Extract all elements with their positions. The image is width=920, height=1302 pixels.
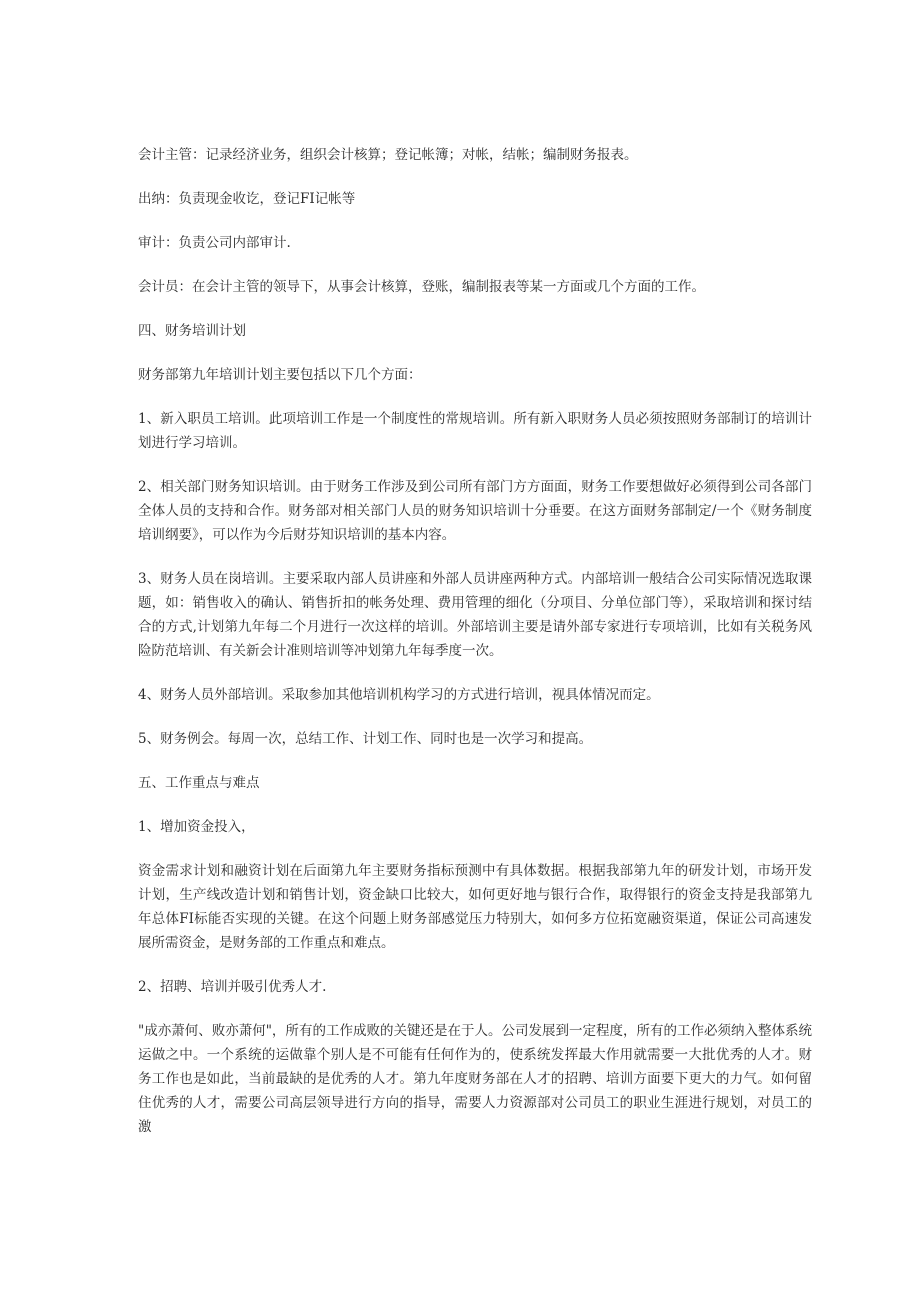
paragraph-accountant: 会计员：在会计主管的领导下，从事会计核算，登账，编制报表等某一方面或几个方面的工作。 bbox=[138, 279, 705, 295]
document-body bbox=[138, 143, 812, 1159]
paragraph-cashier: 出纳：负责现金收讫，登记FI记帐等 bbox=[138, 191, 356, 207]
section-heading-training-plan: 四、财务培训计划 bbox=[138, 323, 246, 339]
paragraph-key-point-1-title: 1、增加资金投入， bbox=[138, 819, 255, 835]
paragraph-training-item-1: 1、新入职员工培训。此项培训工作是一个制度性的常规培训。所有新入职财务人员必须按照财务部制订的培训计划进行学习培训。 bbox=[138, 411, 812, 451]
paragraph-training-intro: 财务部第九年培训计划主要包括以下几个方面： bbox=[138, 367, 422, 383]
paragraph-key-point-2-body: "成亦萧何、败亦萧何"，所有的工作成败的关键还是在于人。公司发展到一定程度，所有的工作必须纳入整体系统运做之中。一个系统的运做靠个别人是不可能有任何作为的，使系统发挥最大作用就需要一大批优秀的人才。财务工作也是如此，当前最缺的是优秀的人才。第九年度财务部在人才的招聘、培训方面要下更大的力气。如何留住优秀的人才，需要公司高层领导进行方向的指导，需要人力资源部对公司员工的职业生涯进行规划，对员工的激 bbox=[138, 1023, 812, 1135]
paragraph-key-point-1-body: 资金需求计划和融资计划在后面第九年主要财务指标预测中有具体数据。根据我部第九年的研发计划，市场开发计划，生产线改造计划和销售计划，资金缺口比较大，如何更好地与银行合作，取得银行的资金支持是我部第九年总体FI标能否实现的关键。在这个问题上财务部感觉压力特别大，如何多方位拓宽融资渠道，保证公司高速发展所需资金，是财务部的工作重点和难点。 bbox=[138, 863, 812, 951]
paragraph-key-point-2-title: 2、招聘、培训并吸引优秀人才. bbox=[138, 979, 327, 995]
paragraph-training-item-5: 5、财务例会。每周一次，总结工作、计划工作、同时也是一次学习和提高。 bbox=[138, 731, 593, 747]
paragraph-training-item-3: 3、财务人员在岗培训。主要采取内部人员讲座和外部人员讲座两种方式。内部培训一般结合公司实际情况选取课题，如：销售收入的确认、销售折扣的帐务处理、费用管理的细化（分项目、分单位部门等），采取培训和探讨结合的方式,计划第九年每二个月进行一次这样的培训。外部培训主要是请外部专家进行专项培训，比如有关税务风险防范培训、有关新会计准则培训等冲划第九年每季度一次。 bbox=[138, 571, 812, 659]
section-heading-key-points: 五、工作重点与难点 bbox=[138, 775, 260, 791]
paragraph-training-item-4: 4、财务人员外部培训。采取参加其他培训机构学习的方式进行培训，视具体情况而定。 bbox=[138, 687, 660, 703]
paragraph-training-item-2: 2、相关部门财务知识培训。由于财务工作涉及到公司所有部门方方面面，财务工作要想做好必须得到公司各部门全体人员的支持和合作。财务部对相关部门人员的财务知识培训十分垂要。在这方面财务部制定/一个《财务制度培训纲要》，可以作为今后财芬知识培训的基本内容。 bbox=[138, 479, 812, 543]
paragraph-accounting-supervisor: 会计主管：记录经济业务，组织会计核算；登记帐簿；对帐，结帐；编制财务报表。 bbox=[138, 147, 638, 163]
paragraph-auditor: 审计：负责公司内部审计. bbox=[138, 235, 291, 251]
